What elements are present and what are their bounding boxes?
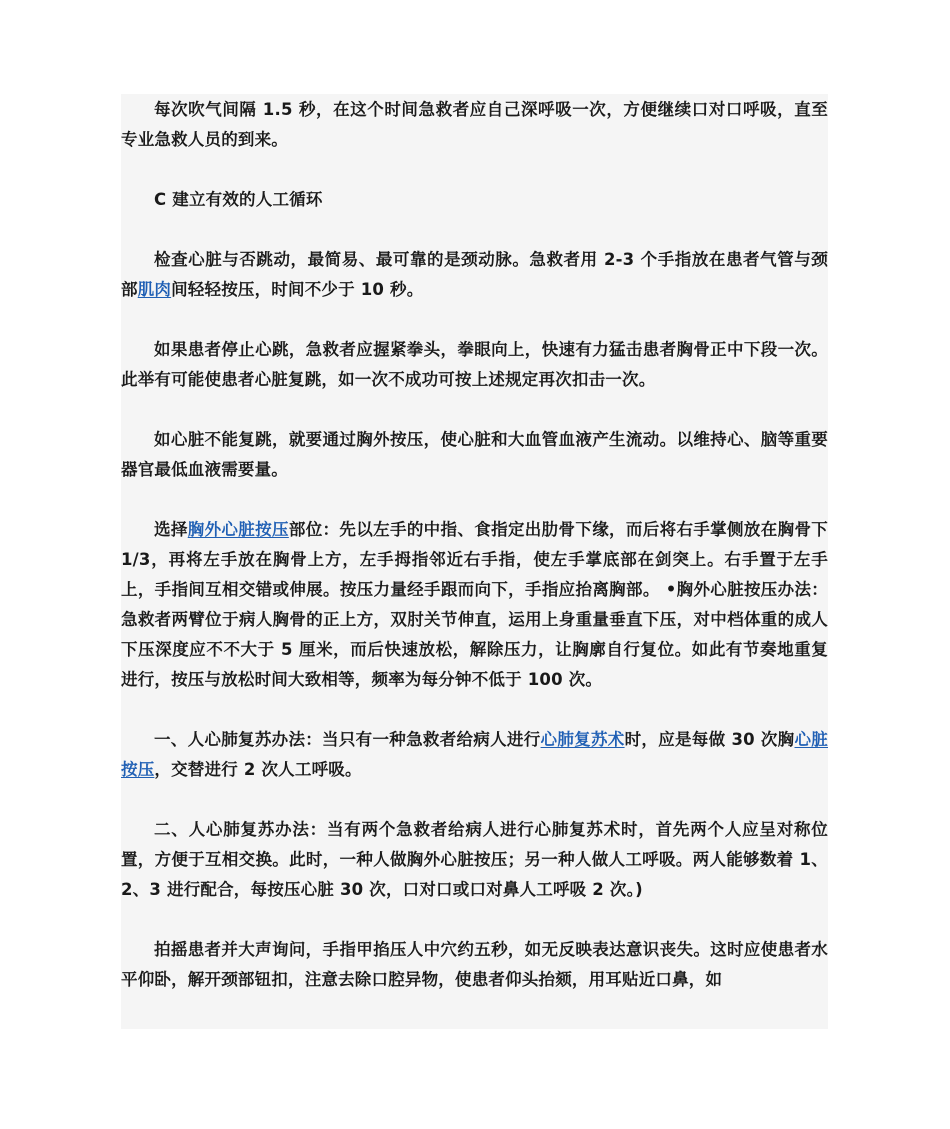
paragraph-text: 每次吹气间隔 1.5 秒，在这个时间急救者应自己深呼吸一次，方便继续口对口呼吸，直至专业急救人员的到来。: [121, 100, 828, 149]
paragraph-text: 拍摇患者并大声询问，手指甲掐压人中穴约五秒，如无反映表达意识丧失。这时应使患者水平仰卧，解开颈部钮扣，注意去除口腔异物，使患者仰头抬颏，用耳贴近口鼻，如: [121, 940, 828, 989]
paragraph: [121, 245, 828, 305]
inline-link[interactable]: 肌肉: [137, 280, 172, 299]
paragraph-text: C 建立有效的人工循环: [154, 190, 323, 209]
paragraph-text: 部位：先以左手的中指、食指定出肋骨下缘，而后将右手掌侧放在胸骨下 1/3，再将左手放在胸骨上方，左手拇指邻近右手指，使左手掌底部在剑突上。右手置于左手上，手指间互相交错或伸展。按压力量经手跟而向下，手指应抬离胸部。 •胸外心脏按压办法：急救者两臂位于病人胸骨的正上方，双肘关节伸直，运用上身重量垂直下压，对中档体重的成人下压深度应不不大于 5 厘米，而后快速放松，解除压力，让胸廓自行复位。如此有节奏地重复进行，按压与放松时间大致相等，频率为每分钟不低于 100 次。: [121, 520, 828, 689]
paragraph-text: 二、人心肺复苏办法：当有两个急救者给病人进行心肺复苏术时，首先两个人应呈对称位置，方便于互相交换。此时，一种人做胸外心脏按压；另一种人做人工呼吸。两人能够数着 1、2、3 进行配合，每按压心脏 30 次，口对口或口对鼻人工呼吸 2 次。): [121, 820, 828, 899]
paragraph-text: 选择: [154, 520, 188, 539]
paragraph: [121, 935, 828, 995]
paragraph-text: 间轻轻按压，时间不少于 10 秒。: [171, 280, 424, 299]
paragraph-text: 时，应是每做 30 次胸: [624, 730, 795, 749]
paragraph-text: ，交替进行 2 次人工呼吸。: [154, 760, 362, 779]
document-body: [121, 94, 828, 1029]
paragraph: [121, 515, 828, 695]
paragraph: [121, 95, 828, 155]
paragraph-text: 检查心脏与否跳动，最简易、最可靠的是颈动脉。急救者用 2-3 个手指放在患者气管与颈部: [121, 250, 828, 299]
paragraph: [121, 815, 828, 905]
paragraph-text: 一、人心肺复苏办法：当只有一种急救者给病人进行: [154, 730, 541, 749]
paragraph: [121, 335, 828, 395]
paragraph-text: 如心脏不能复跳，就要通过胸外按压，使心脏和大血管血液产生流动。以维持心、脑等重要器官最低血液需要量。: [121, 430, 828, 479]
paragraph-text: 如果患者停止心跳，急救者应握紧拳头，拳眼向上，快速有力猛击患者胸骨正中下段一次。此举有可能使患者心脏复跳，如一次不成功可按上述规定再次扣击一次。: [121, 340, 828, 389]
paragraph: [121, 185, 828, 215]
inline-link[interactable]: 心脏按压: [121, 730, 828, 779]
inline-link[interactable]: 胸外心脏按压: [187, 520, 289, 539]
paragraph: [121, 725, 828, 785]
paragraph: [121, 425, 828, 485]
inline-link[interactable]: 心肺复苏术: [540, 730, 625, 749]
